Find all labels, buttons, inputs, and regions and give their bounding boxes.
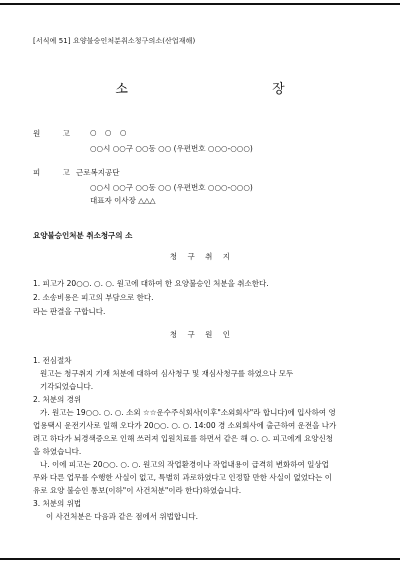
defendant-address: ○○시 ○○구 ○○동 ○○ (우편번호 ○○○-○○○) bbox=[90, 183, 253, 192]
defendant-name: 근로복지공단 bbox=[76, 168, 120, 177]
defendant-label: 피 고 bbox=[33, 168, 80, 177]
claim-line-2: 2. 소송비용은 피고의 부담으로 한다. bbox=[33, 293, 154, 302]
plaintiff-label: 원 고 bbox=[33, 129, 80, 138]
defendant-representative: 대표자 이사장 △△△ bbox=[90, 196, 156, 205]
claim-line-3: 라는 판결을 구합니다. bbox=[33, 307, 106, 316]
plaintiff-address: ○○시 ○○구 ○○동 ○○ (우편번호 ○○○-○○○) bbox=[90, 144, 253, 153]
cause-heading: 청 구 원 인 bbox=[169, 330, 235, 339]
top-border-line bbox=[0, 3, 400, 5]
cause-line-6: 업용택시 운전기사로 일해 오다가 20○○. ○. ○. 14:00 경 소외회사에 출근하여 운전을 나가 bbox=[33, 421, 337, 430]
cause-line-10: 무와 다른 업무를 수행한 사실이 없고, 특별히 과로하였다고 인정할 만한 사실이 없었다는 이 bbox=[33, 473, 333, 482]
cause-line-11: 유로 요양 불승인 통보(이하"이 사건처분"이라 한다)하였습니다. bbox=[33, 486, 242, 495]
claim-line-1: 1. 피고가 20○○. ○. ○. 원고에 대하여 한 요양불승인 처분을 취소한다. bbox=[33, 279, 269, 288]
document-title: 소 장 bbox=[115, 82, 355, 97]
cause-line-1: 1. 전심절차 bbox=[33, 356, 72, 365]
claim-heading: 청 구 취 지 bbox=[169, 252, 235, 261]
bottom-border-line bbox=[0, 558, 400, 560]
cause-line-7: 려고 하다가 뇌경색증으로 인해 쓰러져 입원치료를 하면서 같은 해 ○. ○. 피고에게 요양신청 bbox=[33, 434, 334, 443]
plaintiff-name: ○ ○ ○ bbox=[90, 128, 130, 137]
cause-line-8: 을 하였습니다. bbox=[33, 447, 82, 456]
form-identifier: [서식예 51] 요양불승인처분취소청구의소(산업재해) bbox=[33, 37, 196, 45]
cause-line-9: 나. 이에 피고는 20○○. ○. ○. 원고의 작업환경이나 작업내용이 급격히 변화하여 일상업 bbox=[40, 460, 329, 469]
cause-line-4: 2. 처분의 경위 bbox=[33, 395, 82, 404]
cause-line-2: 원고는 청구취지 기재 처분에 대하여 심사청구 및 재심사청구를 하였으나 모두 bbox=[40, 369, 294, 378]
cause-line-5: 가. 원고는 19○○. ○. ○. 소외 ☆☆운수주식회사(이후"소외회사"라 합니다)에 입사하여 영 bbox=[40, 408, 336, 417]
case-title: 요양불승인처분 취소청구의 소 bbox=[33, 231, 133, 240]
cause-line-12: 3. 처분의 위법 bbox=[33, 499, 82, 508]
cause-line-3: 기각되었습니다. bbox=[40, 382, 94, 391]
cause-line-13: 이 사건처분은 다음과 같은 점에서 위법합니다. bbox=[46, 512, 198, 521]
